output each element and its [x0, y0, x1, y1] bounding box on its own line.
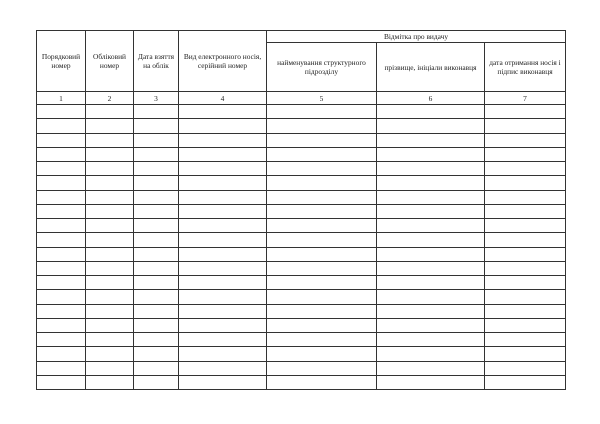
table-cell — [86, 133, 134, 147]
table-cell — [37, 290, 86, 304]
table-cell — [179, 333, 267, 347]
table-cell — [134, 304, 179, 318]
table-cell — [134, 233, 179, 247]
table-cell — [377, 119, 485, 133]
table-cell — [86, 261, 134, 275]
table-cell — [86, 333, 134, 347]
subcolumn-header-executor: прізвище, ініціали виконавця — [377, 43, 485, 92]
table-cell — [377, 304, 485, 318]
table-row — [37, 318, 566, 332]
table-cell — [86, 318, 134, 332]
table-cell — [37, 261, 86, 275]
table-row — [37, 290, 566, 304]
column-number: 7 — [485, 92, 566, 105]
table-cell — [267, 375, 377, 389]
table-cell — [485, 304, 566, 318]
table-cell — [86, 147, 134, 161]
table-cell — [267, 162, 377, 176]
table-row — [37, 304, 566, 318]
table-cell — [267, 318, 377, 332]
table-cell — [134, 261, 179, 275]
table-cell — [485, 219, 566, 233]
table-row — [37, 119, 566, 133]
table-row — [37, 261, 566, 275]
table-cell — [267, 105, 377, 119]
table-cell — [377, 247, 485, 261]
table-cell — [134, 361, 179, 375]
table-cell — [267, 233, 377, 247]
table-cell — [377, 333, 485, 347]
table-cell — [179, 162, 267, 176]
table-cell — [134, 105, 179, 119]
table-cell — [485, 176, 566, 190]
table-cell — [485, 318, 566, 332]
table-cell — [179, 233, 267, 247]
table-cell — [485, 233, 566, 247]
table-cell — [134, 247, 179, 261]
table-cell — [37, 361, 86, 375]
table-cell — [37, 190, 86, 204]
table-cell — [179, 105, 267, 119]
table-cell — [179, 261, 267, 275]
table-cell — [86, 233, 134, 247]
table-cell — [485, 147, 566, 161]
table-row — [37, 133, 566, 147]
table-row — [37, 361, 566, 375]
table-cell — [37, 162, 86, 176]
table-cell — [485, 347, 566, 361]
table-cell — [37, 176, 86, 190]
table-row — [37, 204, 566, 218]
subcolumn-header-department: найменування структурного підрозділу — [267, 43, 377, 92]
table-cell — [86, 162, 134, 176]
table-cell — [377, 290, 485, 304]
table-row — [37, 162, 566, 176]
table-cell — [134, 276, 179, 290]
table-cell — [377, 133, 485, 147]
table-cell — [485, 162, 566, 176]
table-cell — [179, 190, 267, 204]
table-cell — [134, 219, 179, 233]
table-cell — [485, 290, 566, 304]
table-cell — [485, 361, 566, 375]
table-cell — [86, 204, 134, 218]
column-number-row — [37, 92, 566, 105]
table-cell — [485, 247, 566, 261]
header-row-top — [37, 31, 566, 43]
table-row — [37, 105, 566, 119]
table-cell — [37, 133, 86, 147]
table-cell — [377, 219, 485, 233]
table-cell — [134, 375, 179, 389]
table-cell — [86, 276, 134, 290]
table-cell — [267, 176, 377, 190]
table-cell — [267, 204, 377, 218]
table-cell — [267, 190, 377, 204]
table-cell — [134, 176, 179, 190]
table-cell — [37, 375, 86, 389]
table-cell — [86, 361, 134, 375]
media-register-table — [36, 30, 566, 390]
table-cell — [377, 176, 485, 190]
table-cell — [134, 347, 179, 361]
table-cell — [377, 105, 485, 119]
table-cell — [377, 347, 485, 361]
table-cell — [267, 347, 377, 361]
table-row — [37, 190, 566, 204]
table-cell — [134, 190, 179, 204]
table-cell — [179, 176, 267, 190]
table-cell — [134, 290, 179, 304]
table-cell — [179, 133, 267, 147]
table-cell — [179, 147, 267, 161]
table-cell — [267, 361, 377, 375]
table-row — [37, 333, 566, 347]
table-cell — [377, 318, 485, 332]
column-header-serial-number: Порядковий номер — [37, 31, 86, 92]
column-number: 3 — [134, 92, 179, 105]
table-cell — [86, 105, 134, 119]
column-header-registration-date: Дата взяття на облік — [134, 31, 179, 92]
table-cell — [37, 247, 86, 261]
column-header-media-type: Вид електронного носія, серійний номер — [179, 31, 267, 92]
table-cell — [86, 290, 134, 304]
table-cell — [179, 119, 267, 133]
table-cell — [267, 219, 377, 233]
table-cell — [485, 105, 566, 119]
table-cell — [179, 219, 267, 233]
table-cell — [377, 261, 485, 275]
table-cell — [134, 147, 179, 161]
table-row — [37, 276, 566, 290]
table-cell — [37, 276, 86, 290]
table-cell — [37, 219, 86, 233]
table-cell — [377, 276, 485, 290]
table-cell — [37, 233, 86, 247]
table-cell — [179, 375, 267, 389]
table-cell — [179, 247, 267, 261]
table-cell — [267, 261, 377, 275]
table-cell — [134, 162, 179, 176]
table-cell — [37, 147, 86, 161]
table-cell — [134, 333, 179, 347]
table-row — [37, 233, 566, 247]
group-header-issue-mark: Відмітка про видачу — [267, 31, 566, 43]
table-cell — [37, 105, 86, 119]
table-cell — [377, 233, 485, 247]
subcolumn-header-receipt-date-signature: дата отримання носія і підпис виконавця — [485, 43, 566, 92]
table-cell — [267, 304, 377, 318]
table-cell — [485, 333, 566, 347]
table-row — [37, 347, 566, 361]
table-cell — [134, 119, 179, 133]
table-cell — [86, 119, 134, 133]
table-cell — [37, 333, 86, 347]
table-cell — [37, 318, 86, 332]
table-cell — [377, 162, 485, 176]
column-number: 1 — [37, 92, 86, 105]
table-cell — [179, 361, 267, 375]
table-cell — [134, 318, 179, 332]
table-cell — [267, 276, 377, 290]
register-body — [37, 105, 566, 390]
table-cell — [86, 176, 134, 190]
column-number: 4 — [179, 92, 267, 105]
table-cell — [37, 347, 86, 361]
column-number: 2 — [86, 92, 134, 105]
table-cell — [485, 133, 566, 147]
table-cell — [485, 190, 566, 204]
table-cell — [377, 375, 485, 389]
table-cell — [86, 247, 134, 261]
table-cell — [377, 361, 485, 375]
table-cell — [267, 133, 377, 147]
table-cell — [179, 304, 267, 318]
table-cell — [377, 190, 485, 204]
table-cell — [86, 304, 134, 318]
table-row — [37, 375, 566, 389]
table-cell — [179, 318, 267, 332]
table-cell — [485, 375, 566, 389]
table-cell — [485, 204, 566, 218]
table-cell — [485, 276, 566, 290]
table-cell — [377, 204, 485, 218]
table-cell — [134, 133, 179, 147]
table-cell — [86, 190, 134, 204]
table-cell — [86, 375, 134, 389]
table-cell — [267, 290, 377, 304]
table-cell — [485, 119, 566, 133]
table-cell — [37, 119, 86, 133]
table-row — [37, 219, 566, 233]
table-cell — [179, 347, 267, 361]
table-cell — [37, 204, 86, 218]
table-cell — [485, 261, 566, 275]
table-cell — [179, 290, 267, 304]
table-cell — [267, 119, 377, 133]
table-cell — [267, 333, 377, 347]
table-cell — [134, 204, 179, 218]
table-row — [37, 247, 566, 261]
column-header-account-number: Обліковий номер — [86, 31, 134, 92]
table-row — [37, 147, 566, 161]
table-cell — [267, 147, 377, 161]
table-cell — [267, 247, 377, 261]
table-cell — [86, 347, 134, 361]
table-cell — [37, 304, 86, 318]
table-row — [37, 176, 566, 190]
column-number: 6 — [377, 92, 485, 105]
table-cell — [179, 204, 267, 218]
table-cell — [377, 147, 485, 161]
table-cell — [179, 276, 267, 290]
column-number: 5 — [267, 92, 377, 105]
table-cell — [86, 219, 134, 233]
